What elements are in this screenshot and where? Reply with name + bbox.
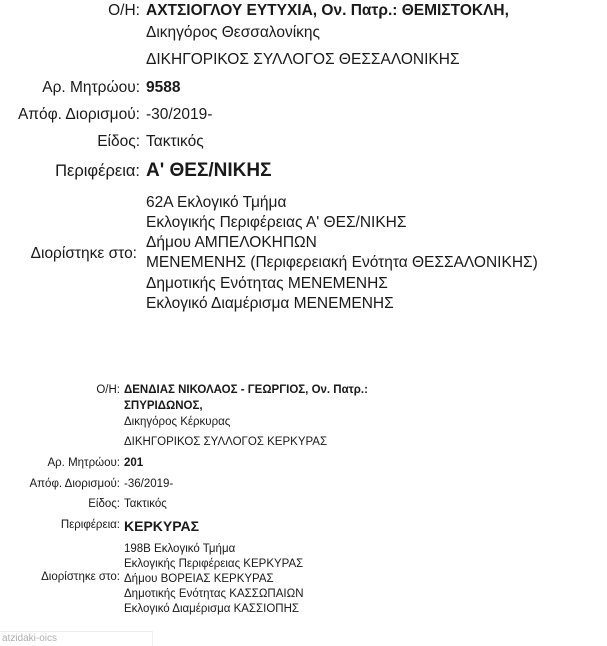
bar-association: ΔΙΚΗΓΟΡΙΚΟΣ ΣΥΛΛΟΓΟΣ ΘΕΣΣΑΛΟΝΙΚΗΣ bbox=[146, 51, 460, 68]
appointed-lines bbox=[146, 193, 538, 314]
type-label: Είδος: bbox=[97, 133, 140, 150]
appointed-line: Εκλογικής Περιφέρειας Α' ΘΕΣ/ΝΙΚΗΣ bbox=[146, 214, 407, 232]
type-label: Είδος: bbox=[88, 498, 120, 510]
registry-label: Αρ. Μητρώου: bbox=[47, 457, 120, 469]
decision-value: -30/2019- bbox=[146, 106, 213, 123]
appointed-line: Εκλογικό Διαμέρισμα ΚΑΣΣΙΟΠΗΣ bbox=[124, 602, 299, 615]
appointed-line: Δημοτικής Ενότητας ΚΑΣΣΩΠΑΙΩΝ bbox=[124, 587, 304, 600]
region-value: Α' ΘΕΣ/ΝΙΚΗΣ bbox=[146, 160, 272, 181]
decision-value: -36/2019- bbox=[124, 478, 174, 490]
appointed-line: Δήμου ΑΜΠΕΛΟΚΗΠΩΝ bbox=[146, 234, 317, 252]
appointed-line: 198Β Εκλογικό Τμήμα bbox=[124, 543, 236, 555]
lawyer-role: Δικηγόρος Κέρκυρας bbox=[124, 416, 231, 428]
person-name: ΑΧΤΣΙΟΓΛΟΥ ΕΥΤΥΧΙΑ, Ον. Πατρ.: ΘΕΜΙΣΤΟΚΛΗ, bbox=[146, 2, 509, 19]
lawyer-role: Δικηγόρος Θεσσαλονίκης bbox=[146, 24, 320, 41]
source-watermark: atzidaki-oics bbox=[0, 631, 153, 646]
appointed-label: Διορίστηκε στο: bbox=[30, 245, 137, 262]
registry-value: 9588 bbox=[146, 79, 181, 96]
appointed-line: Εκλογικό Διαμέρισμα ΜΕΝΕΜΕΝΗΣ bbox=[146, 294, 394, 312]
person-name-line2: ΣΠΥΡΙΔΩΝΟΣ, bbox=[124, 400, 203, 412]
registry-label: Αρ. Μητρώου: bbox=[42, 79, 140, 96]
type-value: Τακτικός bbox=[146, 133, 204, 150]
appointed-line: Δημοτικής Ενότητας ΜΕΝΕΜΕΝΗΣ bbox=[146, 274, 388, 292]
appointed-lines bbox=[124, 542, 304, 617]
region-label: Περιφέρεια: bbox=[60, 519, 120, 531]
oh-label: Ο/Η: bbox=[96, 384, 120, 396]
decision-label: Απόφ. Διορισμού: bbox=[17, 106, 140, 123]
appointed-line: ΜΕΝΕΜΕΝΗΣ (Περιφερειακή Ενότητα ΘΕΣΣΑΛΟΝΙΚΗΣ) bbox=[146, 254, 538, 272]
registry-value: 201 bbox=[124, 457, 144, 469]
region-label: Περιφέρεια: bbox=[55, 162, 140, 180]
appointed-line: Δήμου ΒΟΡΕΙΑΣ ΚΕΡΚΥΡΑΣ bbox=[124, 572, 274, 585]
region-value: ΚΕΡΚΥΡΑΣ bbox=[124, 518, 200, 534]
appointed-line: 62Α Εκλογικό Τμήμα bbox=[146, 194, 287, 211]
appointed-label: Διορίστηκε στο: bbox=[41, 571, 120, 583]
decision-label: Απόφ. Διορισμού: bbox=[29, 478, 120, 490]
appointed-line: Εκλογικής Περιφέρειας ΚΕΡΚΥΡΑΣ bbox=[124, 557, 304, 570]
bar-association: ΔΙΚΗΓΟΡΙΚΟΣ ΣΥΛΛΟΓΟΣ ΚΕΡΚΥΡΑΣ bbox=[124, 436, 328, 448]
oh-label: Ο/Η: bbox=[108, 2, 140, 19]
person-name-line1: ΔΕΝΔΙΑΣ ΝΙΚΟΛΑΟΣ - ΓΕΩΡΓΙΟΣ, Ον. Πατρ.: bbox=[124, 384, 368, 396]
type-value: Τακτικός bbox=[124, 498, 167, 510]
